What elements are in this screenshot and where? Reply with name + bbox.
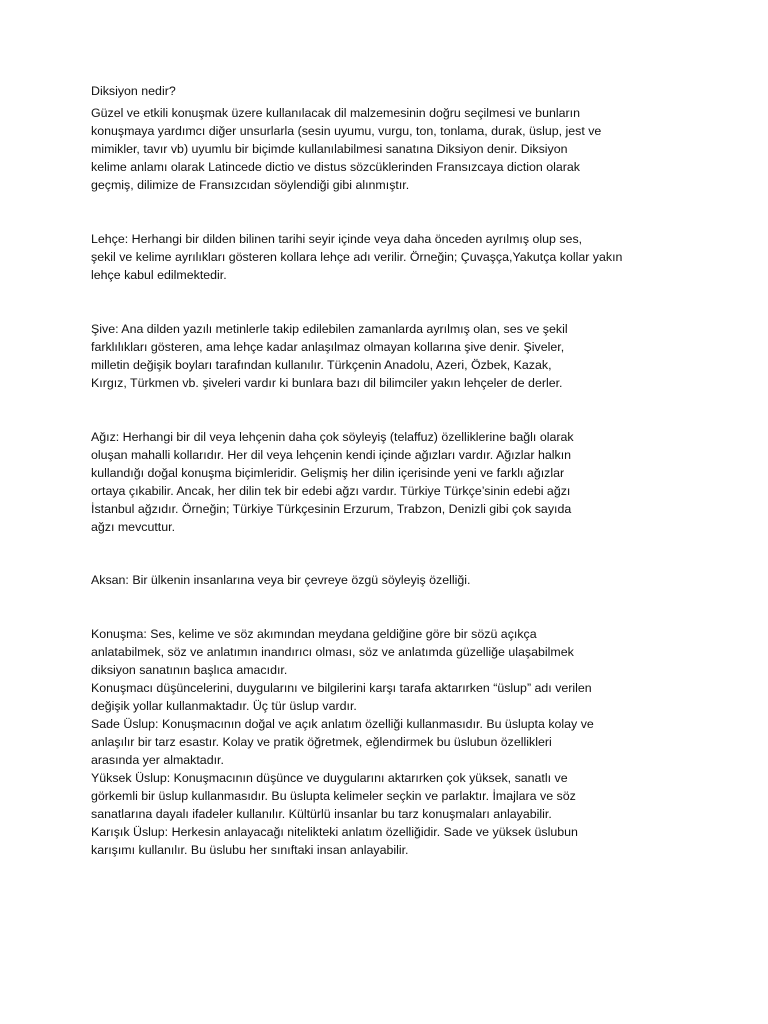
document-page — [91, 82, 651, 859]
paragraph-line: konuşmaya yardımcı diğer unsurlarla (sesin uyumu, vurgu, ton, tonlama, durak, üslup, jest ve — [91, 124, 602, 138]
paragraph-spacer — [91, 589, 651, 625]
diksiyon-paragraph — [91, 104, 651, 194]
paragraph-line: diksiyon sanatının başlıca amacıdır. — [91, 663, 288, 677]
sive-paragraph — [91, 320, 651, 392]
paragraph-line: geçmiş, dilimize de Fransızcıdan söylendiği gibi alınmıştır. — [91, 178, 410, 192]
paragraph-line: kullandığı doğal konuşma biçimleridir. Gelişmiş her dilin içerisinde yeni ve farklı ağızlar — [91, 466, 565, 480]
konusma-paragraph — [91, 625, 651, 859]
document-title: Diksiyon nedir? — [91, 84, 176, 98]
paragraph-spacer — [91, 392, 651, 428]
paragraph-line: Konuşma: Ses, kelime ve söz akımından meydana geldiğine göre bir sözü açıkça — [91, 627, 537, 641]
paragraph-line: mimikler, tavır vb) uyumlu bir biçimde kullanılabilmesi sanatına Diksiyon denir. Diksiyon — [91, 142, 568, 156]
aksan-paragraph — [91, 571, 651, 589]
paragraph-line: Yüksek Üslup: Konuşmacının düşünce ve duygularını aktarırken çok yüksek, sanatlı ve — [91, 771, 568, 785]
paragraph-line: ortaya çıkabilir. Ancak, her dilin tek bir edebi ağzı vardır. Türkiye Türkçe’sinin edebi ağzı — [91, 484, 571, 498]
paragraph-line: milletin değişik boyları tarafından kullanılır. Türkçenin Anadolu, Azeri, Özbek, Kazak, — [91, 358, 552, 372]
paragraph-line: şekil ve kelime ayrılıkları gösteren kollara lehçe adı verilir. Örneğin; Çuvaşça,Yakutça kollar yakın — [91, 250, 623, 264]
paragraph-line: Şive: Ana dilden yazılı metinlerle takip edilebilen zamanlarda ayrılmış olan, ses ve şekil — [91, 322, 568, 336]
paragraph-line: lehçe kabul edilmektedir. — [91, 268, 227, 282]
paragraph-line: değişik yollar kullanmaktadır. Üç tür üslup vardır. — [91, 699, 357, 713]
paragraph-line: farklılıkları gösteren, ama lehçe kadar anlaşılmaz olmayan kollarına şive denir. Şiveler, — [91, 340, 565, 354]
paragraph-line: kelime anlamı olarak Latincede dictio ve distus sözcüklerinden Fransızcaya diction olarak — [91, 160, 580, 174]
paragraph-line: anlatabilmek, söz ve anlatımın inandırıcı olması, söz ve anlatımda güzelliğe ulaşabilmek — [91, 645, 574, 659]
paragraph-line: İstanbul ağzıdır. Örneğin; Türkiye Türkçesinin Erzurum, Trabzon, Denizli gibi çok sayıda — [91, 502, 572, 516]
paragraph-line: Kırgız, Türkmen vb. şiveleri vardır ki bunlara bazı dil bilimciler yakın lehçeler de derler. — [91, 376, 563, 390]
paragraph-line: arasında yer almaktadır. — [91, 753, 224, 767]
paragraph-spacer — [91, 194, 651, 230]
paragraph-line: Aksan: Bir ülkenin insanlarına veya bir çevreye özgü söyleyiş özelliği. — [91, 573, 471, 587]
paragraph-line: görkemli bir üslup kullanmasıdır. Bu üslupta kelimeler seçkin ve parlaktır. İmajlara ve söz — [91, 789, 576, 803]
paragraph-line: ağzı mevcuttur. — [91, 520, 176, 534]
paragraph-spacer — [91, 536, 651, 571]
paragraph-line: anlaşılır bir tarz esastır. Kolay ve pratik öğretmek, eğlendirmek bu üslubun özellikleri — [91, 735, 552, 749]
paragraph-line: Lehçe: Herhangi bir dilden bilinen tarihi seyir içinde veya daha önceden ayrılmış olup ses, — [91, 232, 583, 246]
paragraph-line: Güzel ve etkili konuşmak üzere kullanılacak dil malzemesinin doğru seçilmesi ve bunların — [91, 106, 580, 120]
lehce-paragraph — [91, 230, 651, 284]
paragraph-line: Sade Üslup: Konuşmacının doğal ve açık anlatım özelliği kullanmasıdır. Bu üslupta kolay ve — [91, 717, 594, 731]
paragraph-line: Konuşmacı düşüncelerini, duygularını ve bilgilerini karşı tarafa aktarırken “üslup” adı verilen — [91, 681, 592, 695]
agiz-paragraph — [91, 428, 651, 536]
paragraph-line: Ağız: Herhangi bir dil veya lehçenin daha çok söyleyiş (telaffuz) özelliklerine bağlı olarak — [91, 430, 574, 444]
paragraph-line: sanatlarına dayalı ifadeler kullanılır. Kültürlü insanlar bu tarz konuşmaları anlayabilir. — [91, 807, 552, 821]
paragraph-spacer — [91, 284, 651, 320]
paragraph-line: karışımı kullanılır. Bu üslubu her sınıftaki insan anlayabilir. — [91, 843, 409, 857]
paragraph-line: Karışık Üslup: Herkesin anlayacağı nitelikteki anlatım özelliğidir. Sade ve yüksek üslubun — [91, 825, 578, 839]
paragraph-line: oluşan mahalli kollarıdır. Her dil veya lehçenin kendi içinde ağızları vardır. Ağızlar halkın — [91, 448, 572, 462]
